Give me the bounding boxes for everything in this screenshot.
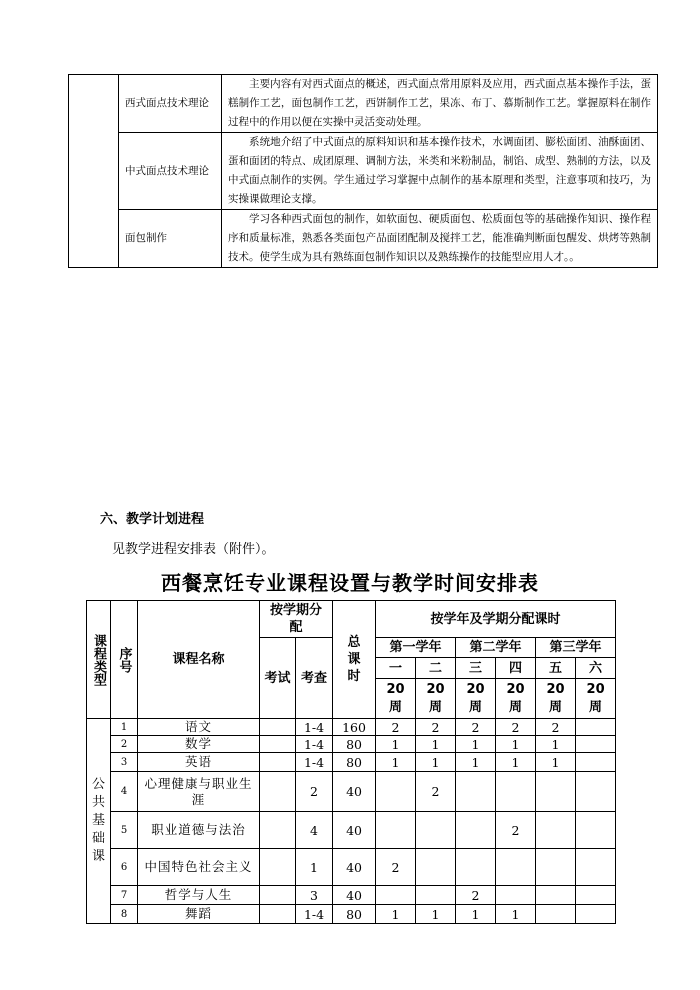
semester-hours-cell [576, 736, 616, 753]
total-hours-cell: 160 [333, 719, 376, 736]
semester-hours-cell: 2 [456, 719, 496, 736]
semester-hours-cell [496, 886, 536, 905]
semester-hours-cell: 1 [496, 736, 536, 753]
table-row [87, 719, 616, 736]
semester-hours-cell [376, 812, 416, 849]
header-weeks-text: 20周 [506, 681, 525, 715]
exam-cell [260, 772, 296, 812]
check-cell: 1-4 [296, 719, 333, 736]
seq-cell: 6 [111, 849, 138, 886]
header-weeks [576, 679, 616, 719]
seq-cell: 2 [111, 736, 138, 753]
semester-hours-cell: 1 [376, 905, 416, 924]
semester-hours-cell: 2 [416, 719, 456, 736]
desc-row [69, 210, 658, 268]
exam-cell [260, 886, 296, 905]
semester-hours-cell: 1 [416, 905, 456, 924]
semester-hours-cell [496, 772, 536, 812]
semester-hours-cell: 1 [456, 736, 496, 753]
header-weeks [376, 679, 416, 719]
semester-hours-cell: 1 [536, 753, 576, 772]
semester-hours-cell [536, 886, 576, 905]
exam-cell [260, 719, 296, 736]
check-cell: 1-4 [296, 753, 333, 772]
table-row [87, 812, 616, 849]
desc-course-text [222, 133, 658, 210]
check-cell: 1 [296, 849, 333, 886]
header-year: 第三学年 [536, 638, 616, 658]
semester-hours-cell [576, 753, 616, 772]
seq-cell: 8 [111, 905, 138, 924]
check-cell: 3 [296, 886, 333, 905]
course-name-cell: 中国特色社会主义 [138, 849, 260, 886]
header-seq: 序号 [111, 601, 138, 719]
desc-course-text [222, 210, 658, 268]
semester-hours-cell [576, 812, 616, 849]
table-row [87, 886, 616, 905]
check-cell: 1-4 [296, 905, 333, 924]
header-weeks-text: 20周 [426, 681, 445, 715]
course-name-cell: 数学 [138, 736, 260, 753]
section-note: 见教学进程安排表（附件）。 [112, 542, 275, 557]
exam-cell [260, 905, 296, 924]
course-name-cell: 英语 [138, 753, 260, 772]
total-hours-cell: 80 [333, 753, 376, 772]
seq-cell: 5 [111, 812, 138, 849]
semester-hours-cell [576, 905, 616, 924]
seq-cell: 7 [111, 886, 138, 905]
semester-hours-cell: 1 [416, 753, 456, 772]
header-exam-alloc: 按学期分配 [260, 601, 333, 638]
course-description-table [68, 74, 658, 268]
header-category: 课程类型 [87, 601, 111, 719]
table-row [87, 849, 616, 886]
semester-hours-cell: 1 [376, 753, 416, 772]
header-weeks-text: 20周 [386, 681, 405, 715]
header-semester: 五 [536, 658, 576, 679]
semester-hours-cell [456, 772, 496, 812]
semester-hours-cell [576, 719, 616, 736]
semester-hours-cell: 2 [416, 772, 456, 812]
header-course-name: 课程名称 [138, 601, 260, 719]
semester-hours-cell: 1 [536, 736, 576, 753]
desc-row [69, 133, 658, 210]
semester-hours-cell [576, 772, 616, 812]
semester-hours-cell [416, 849, 456, 886]
check-cell: 4 [296, 812, 333, 849]
header-year: 第二学年 [456, 638, 536, 658]
semester-hours-cell [496, 849, 536, 886]
desc-course-text-body: 主要内容有对西式面点的概述，西式面点常用原料及应用，西式面点基本操作手法，蛋糕制作工艺，面包制作工艺，西饼制作工艺，果冻、布丁、慕斯制作工艺。掌握原料在制作过程中的作用以便在实操中灵活变动处理。 [228, 78, 651, 128]
exam-cell [260, 753, 296, 772]
semester-hours-cell [536, 812, 576, 849]
course-name-cell: 心理健康与职业生涯 [138, 772, 260, 812]
desc-course-name: 面包制作 [119, 210, 222, 268]
header-weeks [536, 679, 576, 719]
course-name-cell: 舞蹈 [138, 905, 260, 924]
header-total-hours: 总课时 [333, 601, 376, 719]
header-weeks-text: 20周 [466, 681, 485, 715]
semester-hours-cell: 2 [376, 719, 416, 736]
seq-cell: 3 [111, 753, 138, 772]
header-semester: 二 [416, 658, 456, 679]
header-weeks [456, 679, 496, 719]
total-hours-cell: 40 [333, 886, 376, 905]
header-weeks [496, 679, 536, 719]
semester-hours-cell: 1 [416, 736, 456, 753]
desc-row [69, 75, 658, 133]
check-cell: 1-4 [296, 736, 333, 753]
semester-hours-cell [536, 905, 576, 924]
exam-cell [260, 736, 296, 753]
exam-cell [260, 812, 296, 849]
header-weeks-text: 20周 [586, 681, 605, 715]
schedule-table [86, 600, 616, 924]
desc-blank-cell [69, 75, 119, 268]
semester-hours-cell [376, 886, 416, 905]
semester-hours-cell [576, 886, 616, 905]
total-hours-cell: 40 [333, 772, 376, 812]
header-weeks-text: 20周 [546, 681, 565, 715]
desc-course-name: 西式面点技术理论 [119, 75, 222, 133]
semester-hours-cell: 2 [456, 886, 496, 905]
semester-hours-cell [576, 849, 616, 886]
semester-hours-cell: 1 [376, 736, 416, 753]
header-semester: 四 [496, 658, 536, 679]
header-semester: 三 [456, 658, 496, 679]
header-check: 考查 [296, 638, 333, 719]
table-row [87, 772, 616, 812]
semester-hours-cell: 2 [496, 719, 536, 736]
course-name-cell: 哲学与人生 [138, 886, 260, 905]
header-semester: 六 [576, 658, 616, 679]
course-name-cell: 职业道德与法治 [138, 812, 260, 849]
semester-hours-cell: 1 [456, 905, 496, 924]
semester-hours-cell [536, 772, 576, 812]
section-heading: 六、教学计划进程 [100, 512, 205, 527]
table-row [87, 753, 616, 772]
header-semester: 一 [376, 658, 416, 679]
semester-hours-cell: 1 [496, 905, 536, 924]
course-name-cell: 语文 [138, 719, 260, 736]
desc-course-name: 中式面点技术理论 [119, 133, 222, 210]
category-cell [87, 719, 111, 924]
semester-hours-cell [416, 812, 456, 849]
semester-hours-cell: 1 [456, 753, 496, 772]
semester-hours-cell: 2 [376, 849, 416, 886]
semester-hours-cell [456, 849, 496, 886]
header-year: 第一学年 [376, 638, 456, 658]
semester-hours-cell: 1 [496, 753, 536, 772]
header-hours-alloc: 按学年及学期分配课时 [376, 601, 616, 638]
total-hours-cell: 40 [333, 812, 376, 849]
category-label: 公共基础课 [91, 777, 105, 864]
semester-hours-cell [456, 812, 496, 849]
semester-hours-cell: 2 [496, 812, 536, 849]
semester-hours-cell: 2 [536, 719, 576, 736]
exam-cell [260, 849, 296, 886]
header-weeks [416, 679, 456, 719]
seq-cell: 4 [111, 772, 138, 812]
semester-hours-cell [376, 772, 416, 812]
semester-hours-cell [536, 849, 576, 886]
table-row [87, 736, 616, 753]
desc-course-text [222, 75, 658, 133]
total-hours-cell: 80 [333, 905, 376, 924]
desc-course-text-body: 系统地介绍了中式面点的原料知识和基本操作技术，水调面团、膨松面团、油酥面团、蛋和面团的特点、成团原理、调制方法，米类和米粉制品，制馅、成型、熟制的方法，以及中式面点制作的实例。学生通过学习掌握中点制作的基本原理和类型，注意事项和技巧，为实操课做理论支撑。 [228, 136, 651, 205]
schedule-header [87, 601, 616, 719]
schedule-title: 西餐烹饪专业课程设置与教学时间安排表 [161, 571, 539, 595]
header-exam: 考试 [260, 638, 296, 719]
table-row [87, 905, 616, 924]
total-hours-cell: 80 [333, 736, 376, 753]
seq-cell: 1 [111, 719, 138, 736]
check-cell: 2 [296, 772, 333, 812]
desc-course-text-body: 学习各种西式面包的制作，如软面包、硬质面包、松质面包等的基础操作知识、操作程序和质量标准，熟悉各类面包产品面团配制及搅拌工艺，能准确判断面包醒发、烘烤等熟制技术。使学生成为具有熟练面包制作知识以及熟练操作的技能型应用人才。。 [228, 213, 651, 263]
semester-hours-cell [416, 886, 456, 905]
schedule-body [87, 719, 616, 924]
total-hours-cell: 40 [333, 849, 376, 886]
